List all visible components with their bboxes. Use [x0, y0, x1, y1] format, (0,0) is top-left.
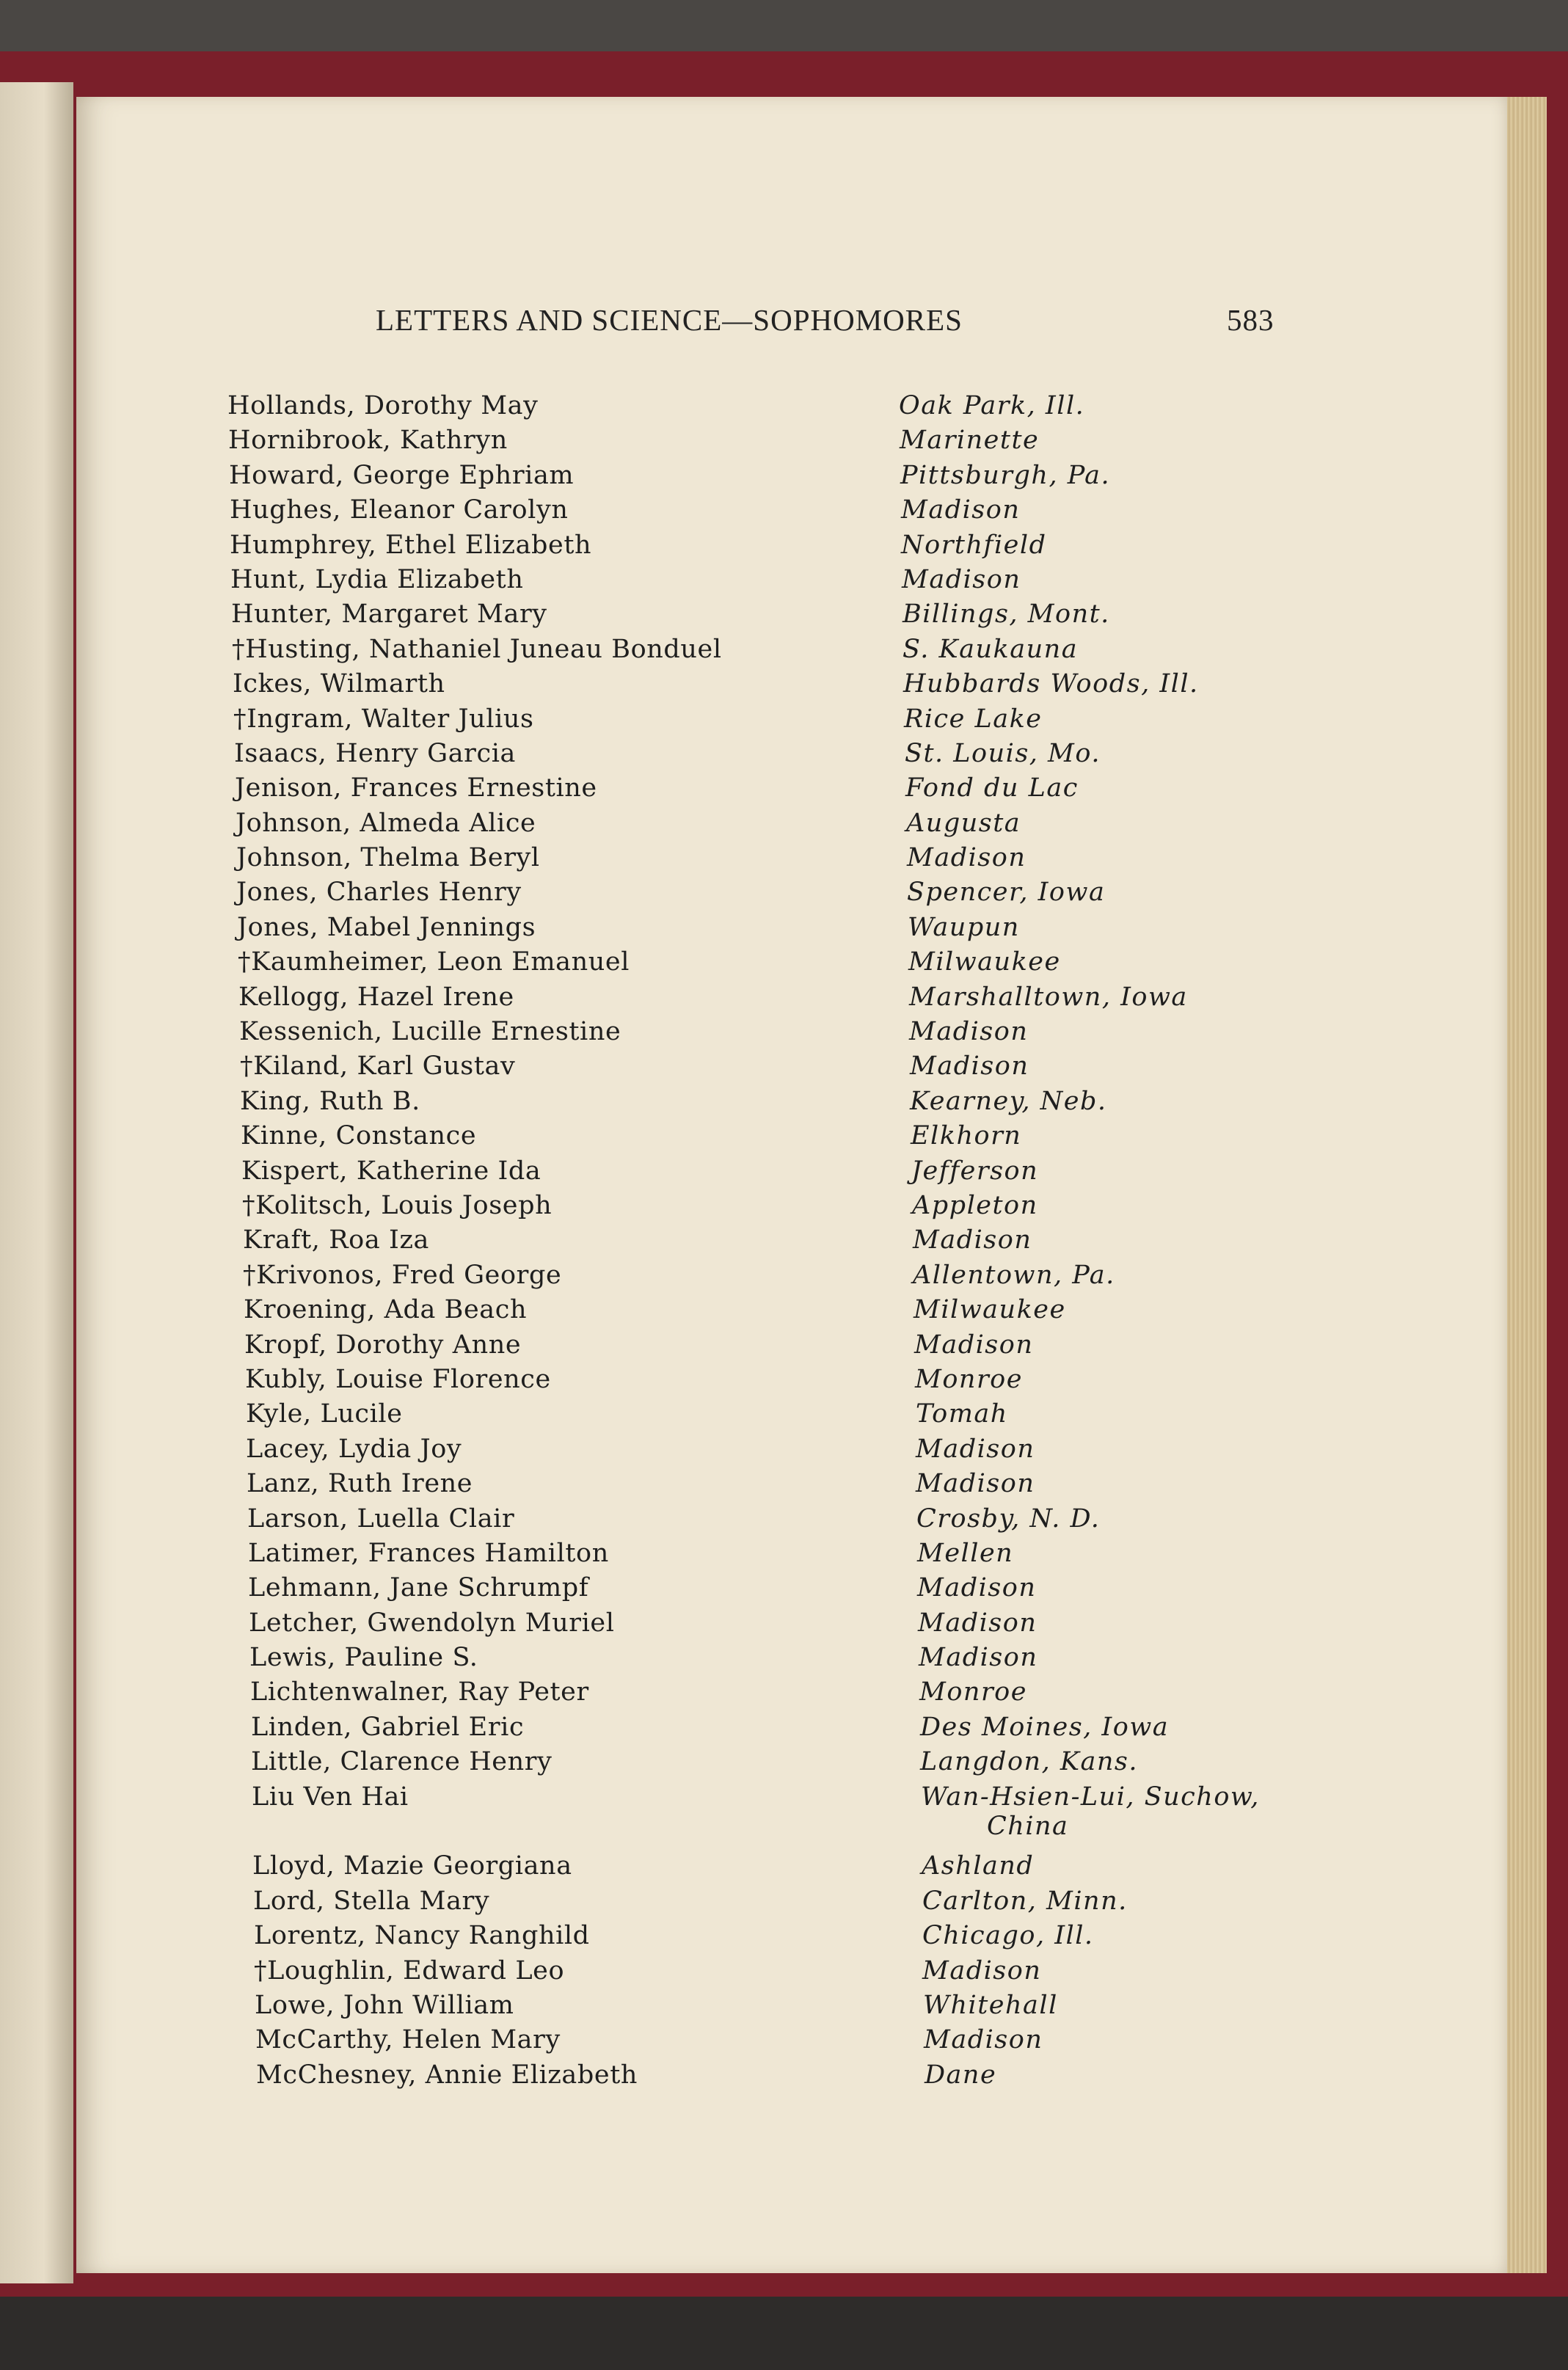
list-item: [0, 1991, 1507, 2025]
student-name: †Loughlin, Edward Leo: [254, 1955, 565, 1986]
page-header: [0, 302, 1313, 346]
hometown: [922, 1886, 1128, 1916]
hometown-text: Pittsburgh, Pa.: [900, 460, 1111, 490]
list-item: [0, 530, 1507, 565]
hometown: [914, 1330, 1033, 1360]
list-item: [0, 669, 1507, 704]
student-name: †Husting, Nathaniel Juneau Bonduel: [232, 634, 722, 664]
hometown: [901, 495, 1020, 525]
hometown: [916, 1469, 1035, 1498]
list-item: [0, 599, 1507, 634]
student-name: Kinne, Constance: [241, 1121, 477, 1151]
student-name: Kroening, Ada Beach: [244, 1295, 528, 1325]
hometown: [922, 1921, 1094, 1950]
list-item: [0, 1782, 1507, 1852]
hometown: [911, 1156, 1038, 1186]
student-name: Johnson, Thelma Beryl: [236, 843, 540, 873]
hometown: [900, 426, 1039, 455]
hometown-text: Langdon, Kans.: [920, 1747, 1138, 1777]
list-item: [0, 739, 1507, 773]
list-item: [0, 426, 1507, 460]
list-item: [0, 461, 1507, 495]
list-item: [0, 704, 1507, 739]
hometown: [916, 1504, 1100, 1534]
hometown: [901, 530, 1047, 560]
hometown-text: Madison: [913, 1225, 1032, 1255]
hometown: [905, 739, 1101, 768]
list-item: [0, 1608, 1507, 1643]
hometown-text: Chicago, Ill.: [922, 1921, 1094, 1951]
hometown: [914, 1295, 1066, 1324]
hometown-text: Marinette: [900, 426, 1040, 456]
student-name: Lanz, Ruth Irene: [247, 1469, 473, 1499]
hometown: [922, 1956, 1041, 1986]
hometown: [920, 1713, 1169, 1742]
list-item: [0, 635, 1507, 669]
hometown-text: Madison: [901, 495, 1021, 525]
student-name: Little, Clarence Henry: [251, 1747, 553, 1777]
student-name: Hughes, Eleanor Carolyn: [230, 495, 569, 525]
hometown-text: Monroe: [919, 1677, 1027, 1707]
hometown: [910, 1087, 1107, 1116]
hometown: [909, 982, 1188, 1012]
list-item: [0, 1191, 1507, 1225]
student-name: Kropf, Dorothy Anne: [244, 1330, 522, 1360]
hometown: [913, 1261, 1115, 1290]
list-item: [0, 1295, 1507, 1330]
list-item: [0, 1261, 1507, 1295]
student-name: †Krivonos, Fred George: [243, 1260, 562, 1290]
list-item: [0, 2060, 1507, 2095]
student-name: †Kiland, Karl Gustav: [240, 1051, 516, 1082]
hometown: [922, 1851, 1034, 1881]
hometown: [916, 1399, 1008, 1429]
hometown: [910, 1051, 1029, 1081]
list-item: [0, 1121, 1507, 1156]
student-name: Kellogg, Hazel Irene: [238, 982, 514, 1012]
list-item: [0, 843, 1507, 878]
student-name: Hunt, Lydia Elizabeth: [230, 564, 524, 594]
hometown-text: Madison: [902, 564, 1021, 594]
hometown-text: Hubbards Woods, Ill.: [903, 669, 1199, 699]
hometown-text: Wan-Hsien-Lui, Suchow,: [921, 1782, 1260, 1812]
hometown-text: Madison: [910, 1051, 1029, 1082]
hometown-text: Allentown, Pa.: [913, 1260, 1115, 1290]
student-name: Lichtenwalner, Ray Peter: [250, 1677, 589, 1707]
list-item: [0, 1921, 1507, 1955]
student-name: Letcher, Gwendolyn Muriel: [249, 1608, 615, 1638]
hometown-text: Waupun: [908, 912, 1020, 942]
student-name: Lacey, Lydia Joy: [246, 1434, 462, 1464]
hometown-text: Milwaukee: [908, 947, 1061, 977]
hometown: [925, 2060, 996, 2090]
student-name: Ickes, Wilmarth: [233, 669, 445, 699]
student-name: Kyle, Lucile: [246, 1399, 403, 1429]
hometown-text: Madison: [917, 1573, 1037, 1603]
student-name: Isaacs, Henry Garcia: [234, 738, 516, 768]
list-item: [0, 1677, 1507, 1712]
hometown: [908, 947, 1061, 977]
student-name: Howard, George Ephriam: [229, 460, 575, 490]
list-item: [0, 1747, 1507, 1782]
hometown-text: Carlton, Minn.: [922, 1886, 1128, 1916]
hometown-text: Madison: [914, 1330, 1034, 1360]
list-item: [0, 878, 1507, 912]
hometown: [902, 599, 1110, 629]
hometown-text: Spencer, Iowa: [907, 878, 1106, 908]
student-name: Lloyd, Mazie Georgiana: [252, 1851, 572, 1881]
hometown-text: Des Moines, Iowa: [920, 1712, 1170, 1742]
hometown-text: Marshalltown, Iowa: [909, 982, 1188, 1012]
running-head: LETTERS AND SCIENCE—SOPHOMORES: [376, 303, 963, 337]
hometown-text: Milwaukee: [914, 1295, 1066, 1325]
student-name: Lord, Stella Mary: [253, 1886, 490, 1916]
hometown-text: Madison: [918, 1608, 1038, 1638]
student-name: Kubly, Louise Florence: [245, 1364, 551, 1394]
hometown: [902, 565, 1021, 594]
hometown-text: Northfield: [901, 530, 1047, 560]
list-item: [0, 1643, 1507, 1677]
list-item: [0, 1851, 1507, 1886]
list-item: [0, 982, 1507, 1017]
page-edges: [1507, 97, 1547, 2273]
hometown: [921, 1782, 1260, 1841]
list-item: [0, 1365, 1507, 1399]
student-name: Kessenich, Lucille Ernestine: [239, 1017, 621, 1047]
hometown: [919, 1677, 1027, 1707]
student-name: Liu Ven Hai: [252, 1782, 409, 1812]
student-name: Latimer, Frances Hamilton: [248, 1538, 609, 1568]
hometown: [924, 2025, 1043, 2054]
list-item: [0, 1225, 1507, 1260]
student-name: Hollands, Dorothy May: [227, 391, 539, 420]
student-name: Jenison, Frances Ernestine: [235, 773, 597, 803]
hometown-text: Fond du Lac: [905, 773, 1079, 803]
list-item: [0, 1956, 1507, 1991]
hometown: [920, 1747, 1138, 1776]
list-item: [0, 809, 1507, 843]
student-name: McCarthy, Helen Mary: [255, 2025, 561, 2055]
list-item: [0, 565, 1507, 599]
hometown: [918, 1608, 1037, 1638]
list-item: [0, 1399, 1507, 1434]
list-item: [0, 773, 1507, 808]
student-name: Jones, Mabel Jennings: [237, 912, 536, 942]
list-item: [0, 1051, 1507, 1086]
hometown-text: Mellen: [917, 1538, 1014, 1568]
hometown-text: Billings, Mont.: [902, 599, 1110, 630]
hometown-text: Appleton: [912, 1190, 1038, 1220]
student-name: Larson, Luella Clair: [247, 1503, 515, 1534]
hometown-text: Whitehall: [923, 1990, 1058, 2020]
hometown-text: Tomah: [916, 1399, 1008, 1429]
student-name: Humphrey, Ethel Elizabeth: [230, 530, 592, 560]
backdrop-bottom: [0, 2297, 1568, 2370]
student-name: King, Ruth B.: [240, 1086, 420, 1116]
hometown-text: Dane: [925, 2060, 997, 2090]
hometown-text: Kearney, Neb.: [910, 1086, 1107, 1116]
student-name: †Ingram, Walter Julius: [233, 704, 534, 734]
hometown: [909, 1017, 1028, 1046]
hometown-text: Madison: [916, 1434, 1035, 1464]
hometown: [923, 1991, 1058, 2020]
student-list: [0, 391, 1507, 2095]
hometown-text: Madison: [922, 1955, 1042, 1986]
hometown: [908, 913, 1020, 942]
hometown-text: Madison: [919, 1643, 1038, 1673]
list-item: [0, 1330, 1507, 1365]
hometown: [899, 391, 1084, 420]
hometown-text: Elkhorn: [911, 1121, 1022, 1151]
list-item: [0, 1156, 1507, 1191]
hometown: [900, 461, 1110, 490]
student-name: Hornibrook, Kathryn: [228, 426, 508, 456]
list-item: [0, 1469, 1507, 1503]
hometown-continuation: China: [987, 1811, 1069, 1841]
hometown: [913, 1225, 1032, 1255]
list-item: [0, 1504, 1507, 1539]
student-name: Hunter, Margaret Mary: [231, 599, 547, 630]
hometown: [906, 809, 1021, 838]
student-name: †Kolitsch, Louis Joseph: [242, 1190, 553, 1220]
hometown-text: Jefferson: [911, 1156, 1039, 1186]
hometown-text: Monroe: [915, 1364, 1023, 1394]
hometown-text: Oak Park, Ill.: [899, 391, 1085, 420]
student-name: Johnson, Almeda Alice: [236, 808, 536, 838]
hometown: [917, 1539, 1013, 1568]
list-item: [0, 913, 1507, 947]
hometown: [916, 1434, 1035, 1464]
student-name: Lorentz, Nancy Ranghild: [254, 1921, 590, 1951]
hometown-text: Ashland: [922, 1851, 1035, 1881]
hometown-text: Madison: [924, 2025, 1043, 2055]
hometown-text: Augusta: [906, 808, 1021, 838]
hometown: [915, 1365, 1023, 1394]
list-item: [0, 1713, 1507, 1747]
hometown: [912, 1191, 1038, 1220]
hometown: [919, 1643, 1038, 1672]
hometown-text: Madison: [916, 1469, 1035, 1499]
hometown: [907, 843, 1026, 872]
backdrop: [0, 0, 1568, 59]
list-item: [0, 1017, 1507, 1051]
student-name: Jones, Charles Henry: [236, 878, 522, 908]
list-item: [0, 1573, 1507, 1608]
list-item: [0, 391, 1507, 426]
hometown-text: Rice Lake: [904, 704, 1043, 734]
list-item: [0, 1886, 1507, 1921]
hometown-text: Crosby, N. D.: [916, 1503, 1101, 1534]
hometown: [905, 773, 1079, 803]
hometown: [911, 1121, 1021, 1151]
hometown-text: Madison: [907, 843, 1027, 873]
student-name: Lehmann, Jane Schrumpf: [248, 1573, 589, 1603]
student-name: Kispert, Katherine Ida: [241, 1156, 541, 1186]
list-item: [0, 2025, 1507, 2060]
hometown: [903, 669, 1199, 699]
hometown: [917, 1573, 1036, 1603]
list-item: [0, 495, 1507, 530]
student-name: Linden, Gabriel Eric: [251, 1712, 525, 1742]
hometown-text: Madison: [909, 1017, 1029, 1047]
hometown: [902, 635, 1078, 664]
hometown-text: S. Kaukauna: [902, 634, 1079, 664]
student-name: Lewis, Pauline S.: [249, 1643, 478, 1673]
hometown-text: St. Louis, Mo.: [905, 738, 1101, 768]
list-item: [0, 1434, 1507, 1469]
hometown: [907, 878, 1105, 907]
list-item: [0, 947, 1507, 982]
list-item: [0, 1087, 1507, 1121]
student-name: Lowe, John William: [255, 1990, 514, 2020]
student-name: †Kaumheimer, Leon Emanuel: [238, 947, 630, 977]
hometown: [904, 704, 1043, 734]
list-item: [0, 1539, 1507, 1573]
page-number: 583: [1227, 303, 1275, 337]
student-name: Kraft, Roa Iza: [243, 1225, 429, 1255]
student-name: McChesney, Annie Elizabeth: [256, 2060, 638, 2090]
